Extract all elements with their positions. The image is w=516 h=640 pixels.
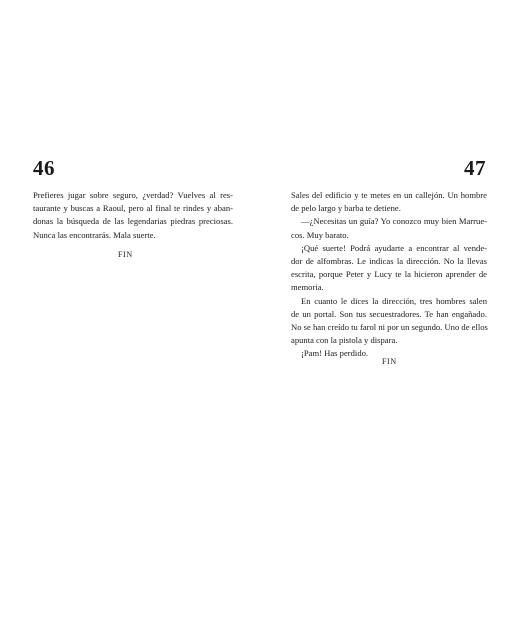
page-number-right: 47: [464, 156, 486, 180]
paragraph: [291, 295, 487, 308]
page-number-left: 46: [33, 156, 55, 180]
text-line: dor de alfombras. Le indicas la dirección. No la llevas: [291, 256, 487, 267]
text-line: ¡Qué suerte! Podrá ayudarte a encontrar al vende-: [301, 242, 487, 253]
left-page-body: [33, 189, 233, 242]
text-line: No se han creído tu farol ni por un segundo. Uno de ellos: [291, 322, 488, 333]
paragraph-continuation: [291, 308, 487, 348]
paragraph-continuation: [291, 255, 487, 295]
text-line: de pelo largo y barba te detiene.: [291, 203, 401, 214]
text-line: donas la búsqueda de las legendarias piedras preciosas.: [33, 216, 233, 227]
right-page: [258, 0, 516, 640]
text-line: taurante y buscas a Raoul, pero al final te rindes y aban-: [33, 203, 233, 214]
paragraph: [291, 215, 487, 228]
text-line: Prefieres jugar sobre seguro, ¿verdad? Vuelves al res-: [33, 190, 233, 200]
paragraph: [291, 189, 487, 215]
text-line: memoria.: [291, 282, 324, 293]
paragraph-continuation: [291, 229, 487, 242]
paragraph: [33, 189, 233, 242]
text-line: cos. Muy barato.: [291, 229, 349, 240]
text-line: En cuanto le dices la dirección, tres hombres salen: [301, 295, 487, 306]
end-marker: FIN: [382, 357, 397, 366]
end-marker: FIN: [118, 250, 133, 259]
text-line: —¿Necesitas un guía? Yo conozco muy bien Marrue-: [301, 216, 487, 227]
text-line: apunta con la pistola y dispara.: [291, 335, 398, 346]
text-line: de un portal. Son tus secuestradores. Te han engañado.: [291, 308, 487, 319]
text-line: Sales del edificio y te metes en un callejón. Un hombre: [291, 190, 487, 200]
text-line: ¡Pam! Has perdido.: [301, 348, 369, 359]
text-line: escrita, porque Peter y Lucy te la hicieron aprender de: [291, 269, 487, 280]
text-line: Nunca las encontrarás. Mala suerte.: [33, 229, 156, 240]
right-page-body: [291, 189, 487, 361]
paragraph: [291, 242, 487, 255]
